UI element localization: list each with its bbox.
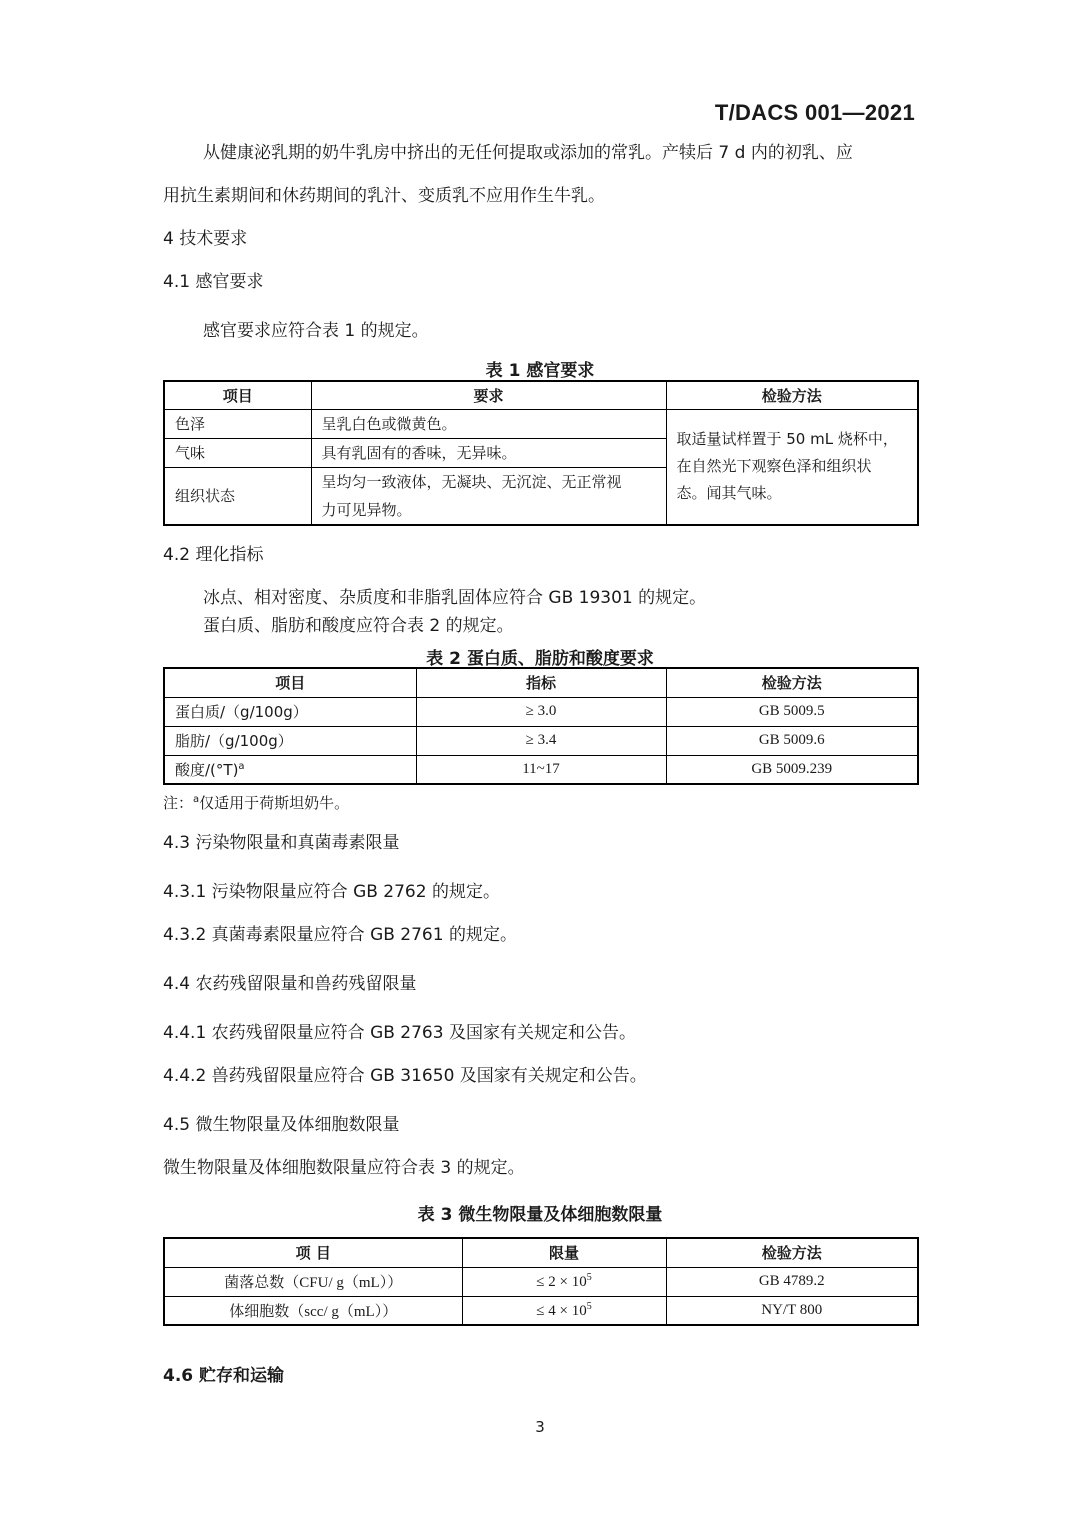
table-1-method-line-3: 态。闻其气味。 bbox=[676, 484, 782, 503]
table-1-requirement-line-1: 呈均匀一致液体，无凝块、无沉淀、无正常视 bbox=[321, 472, 622, 491]
section-4-2-title: 4.2 理化指标 bbox=[163, 545, 264, 565]
section-4-3-title: 4.3 污染物限量和真菌毒素限量 bbox=[163, 833, 400, 853]
table-2-cell-value: ≥ 3.4 bbox=[416, 726, 666, 755]
intro-line-1: 从健康泌乳期的奶牛乳房中挤出的无任何提取或添加的常乳。产犊后 7 d 内的初乳、应 bbox=[203, 143, 853, 163]
intro-line-2: 用抗生素期间和休药期间的乳汁、变质乳不应用作生牛乳。 bbox=[163, 186, 605, 206]
table-2-header-item: 项目 bbox=[164, 668, 416, 697]
section-4-4-2: 4.4.2 兽药残留限量应符合 GB 31650 及国家有关规定和公告。 bbox=[163, 1066, 647, 1086]
table-1-header-requirement: 要求 bbox=[311, 381, 666, 409]
table-3-cell-item: 菌落总数（CFU/ g（mL）） bbox=[164, 1267, 462, 1296]
table-1-requirement-line-2: 力可见异物。 bbox=[321, 500, 412, 519]
table-1-cell-requirement: 具有乳固有的香味，无异味。 bbox=[311, 438, 666, 467]
section-4-4-title: 4.4 农药残留限量和兽药残留限量 bbox=[163, 974, 417, 994]
table-2-cell-item bbox=[164, 755, 416, 784]
table-3-header-method: 检验方法 bbox=[666, 1238, 918, 1267]
limit-value: ≤ 4 × 10 bbox=[536, 1302, 587, 1319]
section-4-title: 4 技术要求 bbox=[163, 229, 248, 249]
table-1-cell-requirement: 呈乳白色或微黄色。 bbox=[311, 409, 666, 438]
table-2-caption: 表 2 蛋白质、脂肪和酸度要求 bbox=[426, 649, 654, 669]
table-1-cell-requirement bbox=[311, 467, 666, 525]
section-4-5-title: 4.5 微生物限量及体细胞数限量 bbox=[163, 1115, 400, 1135]
table-2-note bbox=[163, 792, 349, 813]
table-3-caption: 表 3 微生物限量及体细胞数限量 bbox=[417, 1205, 663, 1225]
note-footnote-mark: a bbox=[193, 794, 200, 805]
table-3-cell-limit bbox=[462, 1267, 666, 1296]
standard-number: T/DACS 001—2021 bbox=[714, 100, 915, 125]
section-4-3-2: 4.3.2 真菌毒素限量应符合 GB 2761 的规定。 bbox=[163, 925, 517, 945]
table-3-header-item: 项 目 bbox=[164, 1238, 462, 1267]
table-1-caption: 表 1 感官要求 bbox=[485, 361, 595, 381]
table-2-cell-method: GB 5009.239 bbox=[666, 755, 918, 784]
table-2-header-method: 检验方法 bbox=[666, 668, 918, 697]
table-2-cell-value: 11~17 bbox=[416, 755, 666, 784]
table-2-cell-item: 蛋白质/（g/100g） bbox=[164, 697, 416, 726]
table-1-sensory bbox=[163, 380, 919, 526]
note-text: 仅适用于荷斯坦奶牛。 bbox=[199, 794, 350, 812]
table-3-cell-method: NY/T 800 bbox=[666, 1296, 918, 1325]
table-3-cell-method: GB 4789.2 bbox=[666, 1267, 918, 1296]
table-3-cell-limit bbox=[462, 1296, 666, 1325]
section-4-6-title: 4.6 贮存和运输 bbox=[163, 1366, 285, 1386]
table-2-physicochemical bbox=[163, 667, 919, 785]
table-1-method-line-2: 在自然光下观察色泽和组织状 bbox=[676, 457, 872, 476]
table-1-header-method: 检验方法 bbox=[666, 381, 918, 409]
table-2-cell-method: GB 5009.5 bbox=[666, 697, 918, 726]
section-4-5-text: 微生物限量及体细胞数限量应符合表 3 的规定。 bbox=[163, 1158, 525, 1178]
table-1-header-item: 项目 bbox=[164, 381, 311, 409]
section-4-3-1: 4.3.1 污染物限量应符合 GB 2762 的规定。 bbox=[163, 882, 500, 902]
table-2-header-indicator: 指标 bbox=[416, 668, 666, 697]
page-number: 3 bbox=[535, 1418, 545, 1436]
table-2-cell-value: ≥ 3.0 bbox=[416, 697, 666, 726]
table-1-cell-item: 组织状态 bbox=[164, 467, 311, 525]
limit-exponent: 5 bbox=[586, 1272, 592, 1283]
acidity-footnote-mark: a bbox=[238, 760, 245, 772]
table-1-method-line-1: 取适量试样置于 50 mL 烧杯中， bbox=[676, 430, 898, 449]
section-4-2-text-1: 冰点、相对密度、杂质度和非脂乳固体应符合 GB 19301 的规定。 bbox=[203, 588, 707, 608]
section-4-2-text-2: 蛋白质、脂肪和酸度应符合表 2 的规定。 bbox=[203, 616, 514, 636]
section-4-4-1: 4.4.1 农药残留限量应符合 GB 2763 及国家有关规定和公告。 bbox=[163, 1023, 636, 1043]
section-4-1-text: 感官要求应符合表 1 的规定。 bbox=[203, 321, 429, 341]
note-prefix: 注： bbox=[163, 794, 194, 812]
table-1-cell-item: 气味 bbox=[164, 438, 311, 467]
table-3-header-limit: 限量 bbox=[462, 1238, 666, 1267]
table-2-cell-item: 脂肪/（g/100g） bbox=[164, 726, 416, 755]
table-2-cell-method: GB 5009.6 bbox=[666, 726, 918, 755]
limit-exponent: 5 bbox=[586, 1300, 592, 1312]
acidity-label: 酸度/(°T) bbox=[175, 760, 239, 779]
table-3-microbial bbox=[163, 1237, 919, 1326]
table-3-cell-item: 体细胞数（scc/ g（mL）） bbox=[164, 1296, 462, 1325]
section-4-1-title: 4.1 感官要求 bbox=[163, 272, 264, 292]
table-1-cell-method bbox=[666, 409, 918, 525]
table-1-cell-item: 色泽 bbox=[164, 409, 311, 438]
limit-value: ≤ 2 × 10 bbox=[536, 1274, 587, 1290]
